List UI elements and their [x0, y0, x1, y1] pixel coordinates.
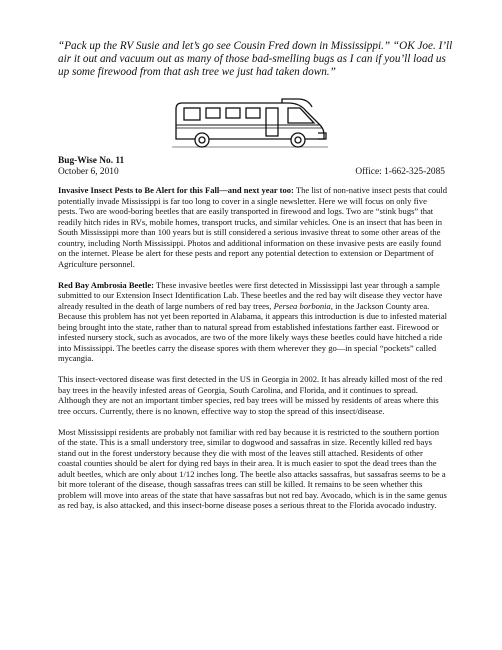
- rv-motorhome-icon: [170, 95, 330, 151]
- paragraph-red-bay-beetle: Red Bay Ambrosia Beetle: These invasive beetles were first detected in Mississippi last year through a sample submitted to our Extension Insect Identification Lab. These beetles and the red bay wilt disease they vector have already resulted in the death of large numbers of red bay trees, Persea borbonia, in the Jackson County area. Because this problem has not yet been reported in Alabama, it appears this introduction is due to infested material being brought into the state, rather than to natural spread from established infestations farther east. Firewood or infested nursery stock, such as avocados, are two of the more likely ways these beetles could have hitched a ride into Mississippi. The beetles carry the disease spores with them wherever they go—in special “pockets” called mycangia.: [58, 279, 448, 363]
- office-phone: Office: 1-662-325-2085: [355, 167, 445, 177]
- paragraph-disease-history: This insect-vectored disease was first detected in the US in Georgia in 2002. It has already killed most of the red bay trees in the heavily infested areas of Georgia, South Carolina, and Florida, and it continues to spread. Although they are not an important timber species, red bay trees will be missed by residents of areas where this tree occurs. Currently, there is no known, effective way to stop the spread of this insect/disease.: [58, 374, 443, 416]
- heading-invasive-pests: Invasive Insect Pests to Be Alert for this Fall—and next year too:: [58, 185, 294, 195]
- opening-quote: “Pack up the RV Susie and let’s go see Cousin Fred down in Mississippi.” “OK Joe. I’ll air it out and vacuum out as many of those bad-smelling bugs as I can if you’ll load us up some firewood from that ash tree we just had taken down.”: [58, 40, 453, 79]
- species-name: Persea borbonia,: [273, 300, 333, 311]
- paragraph-red-bay-residents: Most Mississippi residents are probably not familiar with red bay because it is restricted to the southern portion of the state. This is a small understory tree, similar to dogwood and sassafras in size. Recently killed red bays stand out in the forest understory because they die with most of the leaves still attached. Residents of other coastal counties should be alert for dying red bays in their area. It is much easier to spot the dead trees than the adult beetles, which are only about 1/12 inches long. The beetle also attacks sassafras, but sassafras seems to be a bit more tolerant of the disease, though sassafras trees can still be killed. It remains to be seen whether this problem will move into areas of the state that have sassafras but not red bay. Avocado, which is in the same genus as red bay, is also attacked, and this insect-borne disease poses a serious threat to the Florida avocado industry.: [58, 426, 447, 510]
- issue-title: Bug-Wise No. 11: [58, 156, 125, 166]
- heading-red-bay-beetle: Red Bay Ambrosia Beetle:: [58, 279, 154, 290]
- newsletter-body: [58, 185, 448, 521]
- paragraph-invasive-pests: Invasive Insect Pests to Be Alert for this Fall—and next year too: The list of non-native insect pests that could potentially invade Mississippi is far too long to cover in a single newsletter. Here we will focus on only five pests. Two are wood-boring beetles that are easily transported in firewood and logs. Two are “stink bugs” that readily hitch rides in RVs, mobile homes, transport trucks, and similar vehicles. One is an insect that has been in South Mississippi more than 100 years but is still considered a serious invasive threat to some other areas of the country, including North Mississippi. Photos and additional information on these invasive pests are easily found on the internet. Please be alert for these pests and report any potential detection to extension or Department of Agriculture personnel.: [58, 185, 448, 269]
- issue-date: October 6, 2010: [58, 167, 119, 177]
- newsletter-masthead: [58, 156, 445, 178]
